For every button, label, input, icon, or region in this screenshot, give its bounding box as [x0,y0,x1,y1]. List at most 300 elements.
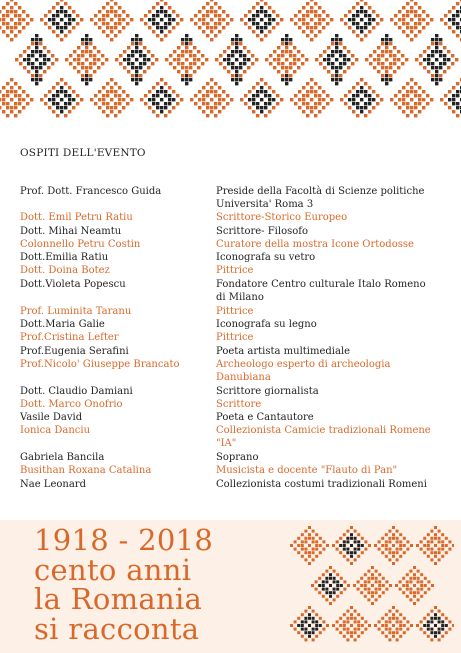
motif-border [388,558,391,561]
motif-border [382,591,385,594]
motif-border [347,584,350,587]
motif-border [319,631,322,634]
motif-border [332,624,335,627]
motif-diamond [430,548,433,551]
motif-diamond [315,540,318,543]
guest-role: Pittrice [216,332,254,343]
motif-diamond [304,548,307,551]
motif-diamond [396,540,399,543]
motif-border [399,613,402,616]
motif-diamond [430,537,433,540]
motif-border [364,628,367,631]
guest-role: Scrittore [216,399,262,410]
motif-border [396,558,399,561]
motif-diamond [350,631,353,634]
motif-diamond [378,580,381,583]
motif-diamond [346,620,349,623]
motif-border [343,613,346,616]
motif-diamond [308,555,311,558]
motif-diamond [413,577,416,580]
motif-border [441,635,444,638]
motif-diamond [367,580,370,583]
motif-border [399,555,402,558]
motif-border [378,573,381,576]
motif-diamond [438,617,441,620]
motif-diamond [409,588,412,591]
motif-diamond [396,551,399,554]
motif-diamond [430,631,433,634]
guest-role: Danubiana [216,372,271,383]
guest-name: Vasile David [20,412,83,423]
motif-border [381,631,384,634]
motif-diamond [413,591,416,594]
motif-border [427,635,430,638]
motif-border [297,631,300,634]
motif-border [354,558,357,561]
motif-diamond [350,544,353,547]
motif-border [430,558,433,561]
motif-border [312,558,315,561]
motif-border [315,580,318,583]
motif-border [361,631,364,634]
motif-border [385,580,388,583]
motif-diamond [434,635,437,638]
motif-border [368,544,371,547]
motif-border [441,533,444,536]
motif-diamond [388,617,391,620]
motif-diamond [385,624,388,627]
motif-diamond [375,580,378,583]
title-line-years: 1918 - 2018 [34,523,214,557]
motif-border [304,558,307,561]
title-line-2: cento anni [34,552,192,587]
motif-diamond [354,617,357,620]
motif-diamond [329,595,332,598]
motif-diamond [367,588,370,591]
guest-role: Musicista e docente "Flauto di Pan" [216,465,398,476]
motif-diamond [361,544,364,547]
motif-border [339,551,342,554]
guest-name: Prof. Dott. Francesco Guida [20,186,162,197]
motif-border [325,570,328,573]
motif-border [423,537,426,540]
guest-name: Dott.Violeta Popescu [20,279,126,290]
motif-diamond [354,540,357,543]
motif-diamond [399,548,402,551]
motif-diamond [367,577,370,580]
motif-border [357,613,360,616]
motif-diamond [399,620,402,623]
motif-diamond [325,591,328,594]
motif-border [445,617,448,620]
motif-border [378,548,381,551]
motif-border [343,580,346,583]
motif-diamond [438,551,441,554]
motif-border [346,530,349,533]
motif-diamond [417,588,420,591]
motif-diamond [438,537,441,540]
motif-diamond [430,620,433,623]
motif-diamond [340,584,343,587]
motif-diamond [312,628,315,631]
motif-diamond [364,580,367,583]
motif-diamond [301,548,304,551]
guest-role: Poeta e Cantautore [216,412,314,423]
motif-border [417,598,420,601]
motif-border [420,595,423,598]
motif-border [333,598,336,601]
motif-border [326,624,329,627]
motif-border [403,631,406,634]
motif-border [399,588,402,591]
guest-name: Gabriela Bancila [20,452,105,463]
guest-name: Busithan Roxana Catalina [20,465,152,476]
motif-diamond [308,613,311,616]
motif-diamond [312,620,315,623]
motif-diamond [301,620,304,623]
motif-diamond [399,544,402,547]
motif-diamond [375,577,378,580]
motif-border [346,558,349,561]
motif-border [350,562,353,565]
motif-border [357,580,360,583]
motif-border [413,566,416,569]
motif-diamond [346,617,349,620]
motif-diamond [367,591,370,594]
motif-diamond [434,631,437,634]
motif-border [427,613,430,616]
motif-border [336,595,339,598]
motif-border [350,606,353,609]
motif-diamond [301,628,304,631]
guest-role: Scrittore- Filosofo [216,226,308,237]
motif-diamond [392,555,395,558]
motif-border [375,570,378,573]
motif-diamond [430,617,433,620]
motif-diamond [406,588,409,591]
motif-border [396,638,399,641]
motif-border [340,577,343,580]
motif-border [336,573,339,576]
motif-diamond [385,548,388,551]
motif-diamond [360,584,363,587]
motif-diamond [319,624,322,627]
motif-border [301,613,304,616]
motif-border [406,628,409,631]
motif-diamond [388,551,391,554]
motif-border [290,624,293,627]
motif-border [340,591,343,594]
motif-diamond [430,540,433,543]
motif-diamond [308,544,311,547]
motif-diamond [388,628,391,631]
motif-diamond [427,620,430,623]
motif-diamond [325,588,328,591]
motif-diamond [430,628,433,631]
motif-diamond [420,588,423,591]
motif-border [343,588,346,591]
motif-border [448,620,451,623]
motif-border [378,620,381,623]
motif-diamond [304,628,307,631]
motif-border [430,530,433,533]
motif-diamond [336,584,339,587]
motif-diamond [445,624,448,627]
motif-border [410,544,413,547]
guest-role: Poeta artista multimediale [216,346,351,357]
motif-diamond [322,580,325,583]
motif-diamond [430,551,433,554]
motif-diamond [343,544,346,547]
motif-border [438,530,441,533]
motif-border [381,551,384,554]
motif-border [406,548,409,551]
motif-diamond [371,595,374,598]
motif-border [434,606,437,609]
motif-border [371,602,374,605]
motif-border [343,555,346,558]
motif-border [357,555,360,558]
motif-diamond [441,624,444,627]
motif-diamond [434,624,437,627]
motif-diamond [350,551,353,554]
motif-border [332,544,335,547]
motif-diamond [399,540,402,543]
motif-border [431,584,434,587]
motif-border [361,537,364,540]
motif-border [423,631,426,634]
motif-diamond [346,631,349,634]
guest-role: Iconografa su vetro [216,252,316,263]
motif-diamond [343,620,346,623]
motif-border [294,620,297,623]
motif-border [406,620,409,623]
motif-diamond [371,573,374,576]
motif-diamond [441,620,444,623]
motif-border [427,588,430,591]
motif-border [315,635,318,638]
guest-name: Prof.Cristina Lefter [20,332,119,343]
motif-diamond [392,617,395,620]
motif-border [438,610,441,613]
motif-diamond [329,577,332,580]
motif-border [434,562,437,565]
motif-border [343,533,346,536]
motif-diamond [357,624,360,627]
motif-diamond [346,537,349,540]
motif-border [385,588,388,591]
motif-diamond [329,573,332,576]
motif-diamond [434,613,437,616]
motif-border [346,610,349,613]
motif-border [409,598,412,601]
motif-border [315,555,318,558]
motif-border [420,573,423,576]
motif-border [430,638,433,641]
motif-diamond [354,548,357,551]
motif-diamond [304,631,307,634]
motif-diamond [434,551,437,554]
motif-diamond [297,624,300,627]
motif-border [385,555,388,558]
motif-border [378,628,381,631]
motif-diamond [308,533,311,536]
motif-diamond [325,580,328,583]
motif-border [413,602,416,605]
motif-diamond [339,544,342,547]
motif-diamond [438,620,441,623]
motif-diamond [392,624,395,627]
motif-diamond [434,544,437,547]
motif-diamond [427,544,430,547]
motif-diamond [304,537,307,540]
guest-name: Nae Leonard [20,479,86,490]
motif-diamond [434,617,437,620]
motif-border [304,530,307,533]
motif-border [423,551,426,554]
motif-border [315,613,318,616]
motif-border [333,570,336,573]
motif-diamond [388,537,391,540]
motif-diamond [318,584,321,587]
motif-diamond [301,624,304,627]
motif-border [297,537,300,540]
guest-name: Dott. Claudio Damiani [20,386,133,397]
motif-diamond [354,628,357,631]
motif-diamond [392,613,395,616]
guest-name: Dott.Maria Galie [20,319,105,330]
motif-border [396,530,399,533]
motif-border [301,635,304,638]
motif-diamond [304,620,307,623]
motif-diamond [382,584,385,587]
motif-diamond [315,544,318,547]
motif-border [406,573,409,576]
motif-border [427,555,430,558]
motif-diamond [333,580,336,583]
motif-border [434,526,437,529]
motif-border [315,588,318,591]
motif-diamond [434,555,437,558]
motif-diamond [354,631,357,634]
motif-diamond [336,588,339,591]
motif-border [354,530,357,533]
motif-border [420,548,423,551]
motif-diamond [333,588,336,591]
motif-diamond [424,584,427,587]
guest-name: Prof.Eugenia Serafini [20,346,129,357]
title-panel [0,520,461,653]
motif-diamond [399,624,402,627]
motif-border [381,537,384,540]
guest-role: Scrittore-Storico Europeo [216,212,348,223]
motif-diamond [319,544,322,547]
motif-border [388,530,391,533]
motif-diamond [346,540,349,543]
motif-border [452,544,454,547]
motif-border [378,540,381,543]
motif-border [361,551,364,554]
motif-border [399,580,402,583]
motif-border [353,584,356,587]
guest-role: Collezionista Camicie tradizionali Romene [216,425,431,436]
motif-border [375,598,378,601]
motif-border [319,617,322,620]
motif-border [388,638,391,641]
motif-diamond [441,628,444,631]
motif-border [357,635,360,638]
motif-border [322,540,325,543]
motif-border [322,548,325,551]
motif-border [315,533,318,536]
motif-border [312,610,315,613]
motif-border [374,544,377,547]
motif-diamond [375,588,378,591]
guest-role: "IA" [216,438,237,449]
motif-border [445,537,448,540]
motif-border [325,598,328,601]
motif-diamond [333,591,336,594]
motif-diamond [315,620,318,623]
motif-diamond [329,591,332,594]
motif-border [329,602,332,605]
motif-diamond [329,584,332,587]
motif-border [392,562,395,565]
guest-role: Fondatore Centro culturale Italo Romeno [216,279,426,290]
motif-border [417,570,420,573]
guest-name: Dott. Marco Onofrio [20,399,123,410]
motif-border [406,540,409,543]
motif-border [297,617,300,620]
guest-role: Preside della Facoltà di Scienze politiche [216,186,425,197]
motif-border [304,610,307,613]
motif-diamond [312,548,315,551]
event-title [34,523,214,646]
motif-border [364,540,367,543]
motif-border [290,544,293,547]
motif-diamond [392,537,395,540]
motif-border [339,537,342,540]
motif-border [392,606,395,609]
motif-diamond [417,580,420,583]
motif-diamond [409,580,412,583]
motif-diamond [371,577,374,580]
guest-role: Soprano [216,452,259,463]
motif-border [346,638,349,641]
motif-border [403,617,406,620]
motif-diamond [396,548,399,551]
motif-border [318,591,321,594]
guest-name: Dott.Emilia Ratiu [20,252,109,263]
motif-border [427,580,430,583]
title-line-4: si racconta [34,611,200,646]
motif-border [445,631,448,634]
motif-diamond [392,635,395,638]
motif-diamond [308,631,311,634]
guest-name: Prof.Nicolo' Giuseppe Brancato [20,359,180,370]
motif-diamond [304,617,307,620]
motif-diamond [350,613,353,616]
motif-border [438,558,441,561]
motif-diamond [343,548,346,551]
motif-diamond [304,540,307,543]
motif-diamond [350,617,353,620]
motif-border [322,620,325,623]
motif-diamond [409,591,412,594]
motif-border [308,606,311,609]
motif-border [350,526,353,529]
motif-border [402,577,405,580]
